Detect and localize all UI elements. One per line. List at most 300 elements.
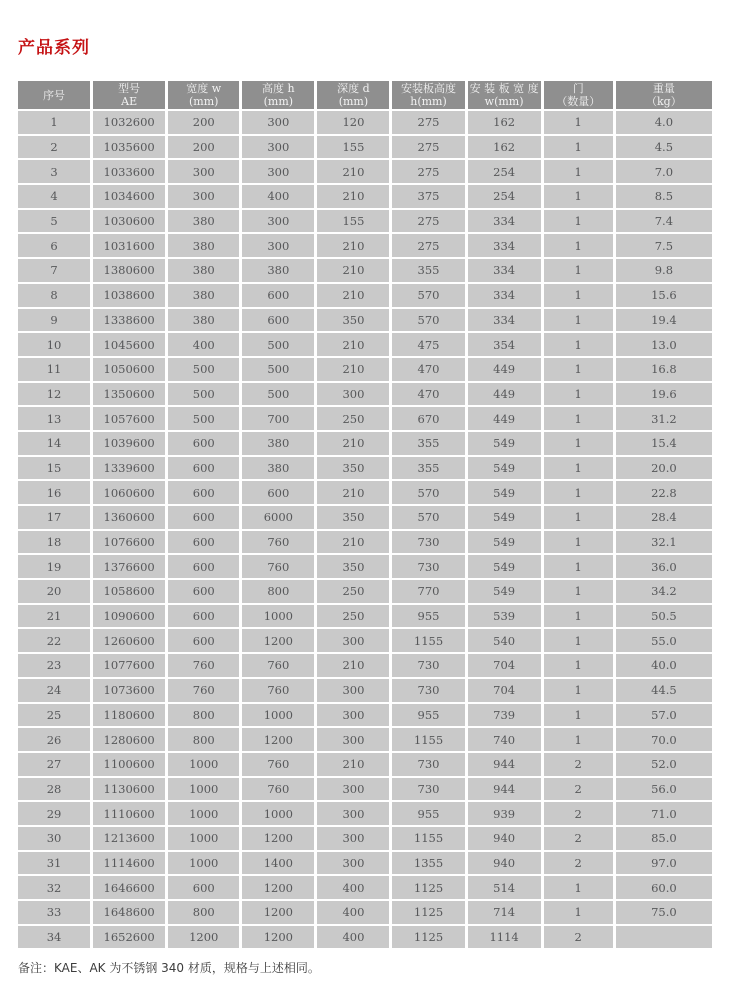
table-cell: 300 (317, 802, 389, 825)
table-cell: 1 (544, 876, 613, 899)
table-cell: 16 (18, 481, 90, 504)
table-cell: 15.6 (616, 284, 712, 307)
table-cell: 549 (468, 432, 541, 455)
table-cell: 1 (544, 234, 613, 257)
table-cell: 1155 (392, 728, 464, 751)
table-row (18, 555, 712, 578)
table-cell: 1057600 (93, 407, 165, 430)
table-cell: 1000 (242, 704, 314, 727)
table-cell: 300 (317, 852, 389, 875)
table-cell: 500 (242, 333, 314, 356)
table-cell: 1 (544, 654, 613, 677)
table-row (18, 629, 712, 652)
table-cell: 334 (468, 234, 541, 257)
table-cell: 600 (242, 481, 314, 504)
table-row (18, 160, 712, 183)
table-cell: 300 (242, 160, 314, 183)
table-cell: 730 (392, 778, 464, 801)
table-cell: 500 (168, 383, 239, 406)
table-cell: 7.4 (616, 210, 712, 233)
table-cell: 939 (468, 802, 541, 825)
table-cell: 600 (168, 629, 239, 652)
table-cell: 1 (544, 605, 613, 628)
table-cell: 155 (317, 136, 389, 159)
table-row (18, 481, 712, 504)
table-cell: 1125 (392, 926, 464, 949)
table-cell: 210 (317, 160, 389, 183)
table-cell: 120 (317, 111, 389, 134)
table-cell: 1280600 (93, 728, 165, 751)
table-cell: 1648600 (93, 901, 165, 924)
table-cell: 250 (317, 605, 389, 628)
table-cell: 275 (392, 234, 464, 257)
table-cell: 514 (468, 876, 541, 899)
table-cell: 350 (317, 457, 389, 480)
table-cell: 275 (392, 136, 464, 159)
column-header-height: 高度 h (mm) (242, 81, 314, 109)
table-cell: 400 (168, 333, 239, 356)
table-cell: 600 (168, 481, 239, 504)
table-cell: 27 (18, 753, 90, 776)
table-cell: 1050600 (93, 358, 165, 381)
table-cell: 1339600 (93, 457, 165, 480)
table-cell: 1355 (392, 852, 464, 875)
table-cell: 60.0 (616, 876, 712, 899)
table-cell: 1 (544, 309, 613, 332)
table-cell: 22 (18, 629, 90, 652)
table-cell: 15.4 (616, 432, 712, 455)
table-cell: 32.1 (616, 531, 712, 554)
table-cell: 1060600 (93, 481, 165, 504)
table-cell: 32 (18, 876, 90, 899)
table-cell: 600 (168, 605, 239, 628)
table-cell: 549 (468, 555, 541, 578)
table-cell: 1032600 (93, 111, 165, 134)
table-cell: 539 (468, 605, 541, 628)
table-cell: 1045600 (93, 333, 165, 356)
table-row (18, 432, 712, 455)
table-cell: 1030600 (93, 210, 165, 233)
table-cell: 1 (544, 728, 613, 751)
table-cell: 4 (18, 185, 90, 208)
table-cell: 380 (168, 284, 239, 307)
table-cell: 549 (468, 531, 541, 554)
table-cell: 210 (317, 234, 389, 257)
table-cell: 1 (544, 185, 613, 208)
table-cell: 740 (468, 728, 541, 751)
table-cell: 600 (168, 580, 239, 603)
table-row (18, 383, 712, 406)
table-cell: 600 (242, 309, 314, 332)
table-cell: 714 (468, 901, 541, 924)
table-cell: 1076600 (93, 531, 165, 554)
table-cell: 380 (168, 234, 239, 257)
table-cell: 1 (544, 210, 613, 233)
table-row (18, 531, 712, 554)
table-row (18, 333, 712, 356)
table-cell: 375 (392, 185, 464, 208)
table-header (18, 81, 712, 109)
table-cell: 1077600 (93, 654, 165, 677)
table-cell: 1 (544, 136, 613, 159)
table-cell: 380 (168, 210, 239, 233)
table-cell: 10 (18, 333, 90, 356)
table-cell: 200 (168, 111, 239, 134)
table-cell: 800 (242, 580, 314, 603)
table-cell: 704 (468, 654, 541, 677)
table-cell: 15 (18, 457, 90, 480)
table-cell: 162 (468, 111, 541, 134)
table-cell: 1 (544, 259, 613, 282)
table-cell: 955 (392, 704, 464, 727)
table-cell: 75.0 (616, 901, 712, 924)
table-cell: 570 (392, 284, 464, 307)
table-cell: 300 (242, 210, 314, 233)
table-cell: 275 (392, 210, 464, 233)
table-row (18, 506, 712, 529)
foot-note: 备注：KAE、AK 为不锈钢 340 材质，规格与上述相同。 (18, 961, 320, 976)
table-cell: 760 (242, 778, 314, 801)
table-cell: 300 (317, 728, 389, 751)
table-cell: 1338600 (93, 309, 165, 332)
table-cell: 380 (242, 259, 314, 282)
table-cell: 700 (242, 407, 314, 430)
table-cell: 34 (18, 926, 90, 949)
table-cell: 14 (18, 432, 90, 455)
table-cell: 97.0 (616, 852, 712, 875)
table-row (18, 580, 712, 603)
table-cell: 1 (544, 383, 613, 406)
table-cell: 300 (242, 234, 314, 257)
table-cell: 1200 (242, 926, 314, 949)
table-row (18, 778, 712, 801)
table-cell: 1110600 (93, 802, 165, 825)
table-cell: 944 (468, 778, 541, 801)
table-cell: 1180600 (93, 704, 165, 727)
table-cell: 955 (392, 605, 464, 628)
table-cell: 1 (544, 901, 613, 924)
table-cell: 600 (168, 457, 239, 480)
table-cell: 350 (317, 506, 389, 529)
table-cell: 20 (18, 580, 90, 603)
table-cell: 1 (544, 531, 613, 554)
table-cell: 334 (468, 259, 541, 282)
table-cell: 300 (242, 111, 314, 134)
table-cell: 400 (317, 901, 389, 924)
table-cell: 85.0 (616, 827, 712, 850)
table-cell: 2 (18, 136, 90, 159)
table-cell: 13.0 (616, 333, 712, 356)
table-cell: 470 (392, 383, 464, 406)
table-row (18, 926, 712, 949)
table-cell: 334 (468, 284, 541, 307)
table-cell: 300 (242, 136, 314, 159)
table-cell: 250 (317, 407, 389, 430)
column-header-mount-w: 安 装 板 宽 度 w(mm) (468, 81, 541, 109)
table-cell: 704 (468, 679, 541, 702)
table-cell: 1031600 (93, 234, 165, 257)
table-cell: 600 (242, 284, 314, 307)
table-row (18, 457, 712, 480)
table-cell: 1200 (242, 629, 314, 652)
table-row (18, 284, 712, 307)
table-cell: 1200 (242, 901, 314, 924)
table-cell: 800 (168, 901, 239, 924)
table-cell: 300 (317, 679, 389, 702)
table-cell: 1 (544, 555, 613, 578)
table-cell: 300 (168, 185, 239, 208)
table-cell: 600 (168, 432, 239, 455)
table-cell: 33 (18, 901, 90, 924)
table-cell: 28.4 (616, 506, 712, 529)
table-cell: 2 (544, 753, 613, 776)
table-cell: 1125 (392, 876, 464, 899)
table-row (18, 234, 712, 257)
table-cell: 1114 (468, 926, 541, 949)
table-cell: 760 (242, 555, 314, 578)
table-cell: 449 (468, 383, 541, 406)
table-cell: 449 (468, 358, 541, 381)
table-cell: 449 (468, 407, 541, 430)
table-cell: 50.5 (616, 605, 712, 628)
table-cell: 6000 (242, 506, 314, 529)
table-cell: 1260600 (93, 629, 165, 652)
table-cell: 1646600 (93, 876, 165, 899)
table-cell: 1000 (168, 778, 239, 801)
table-cell: 670 (392, 407, 464, 430)
table-cell: 549 (468, 481, 541, 504)
table-cell: 31.2 (616, 407, 712, 430)
column-header-mount-h: 安装板高度 h(mm) (392, 81, 464, 109)
table-cell: 52.0 (616, 753, 712, 776)
table-cell: 1 (544, 160, 613, 183)
table-cell: 20.0 (616, 457, 712, 480)
table-cell: 36.0 (616, 555, 712, 578)
table-cell: 400 (317, 926, 389, 949)
table-cell: 1155 (392, 827, 464, 850)
table-cell: 1376600 (93, 555, 165, 578)
table-cell: 210 (317, 531, 389, 554)
table-cell: 355 (392, 457, 464, 480)
table-cell: 400 (317, 876, 389, 899)
product-spec-table (15, 79, 715, 950)
table-cell: 300 (317, 778, 389, 801)
table-cell: 40.0 (616, 654, 712, 677)
table-cell: 500 (168, 358, 239, 381)
table-cell: 600 (168, 506, 239, 529)
table-cell: 210 (317, 333, 389, 356)
table-cell: 3 (18, 160, 90, 183)
table-cell: 1200 (242, 728, 314, 751)
table-cell: 28 (18, 778, 90, 801)
table-cell: 730 (392, 654, 464, 677)
table-cell: 380 (242, 457, 314, 480)
table-cell: 7 (18, 259, 90, 282)
table-cell: 500 (168, 407, 239, 430)
table-cell: 549 (468, 580, 541, 603)
table-cell: 1038600 (93, 284, 165, 307)
table-cell: 1 (544, 333, 613, 356)
table-cell: 400 (242, 185, 314, 208)
table-cell: 8 (18, 284, 90, 307)
table-cell: 210 (317, 481, 389, 504)
table-cell: 549 (468, 506, 541, 529)
table-cell: 1 (544, 704, 613, 727)
table-row (18, 210, 712, 233)
table-cell: 210 (317, 654, 389, 677)
table-cell: 955 (392, 802, 464, 825)
table-cell: 600 (168, 531, 239, 554)
table-cell: 300 (317, 704, 389, 727)
table-cell: 1130600 (93, 778, 165, 801)
table-cell: 1 (544, 284, 613, 307)
table-cell: 56.0 (616, 778, 712, 801)
table-cell: 2 (544, 852, 613, 875)
table-cell: 1090600 (93, 605, 165, 628)
table-cell: 1 (544, 407, 613, 430)
table-row (18, 407, 712, 430)
table-cell: 30 (18, 827, 90, 850)
table-cell: 1213600 (93, 827, 165, 850)
table-cell: 350 (317, 555, 389, 578)
table-row (18, 111, 712, 134)
table-cell: 1652600 (93, 926, 165, 949)
table-cell: 730 (392, 679, 464, 702)
table-row (18, 827, 712, 850)
table-row (18, 753, 712, 776)
table-cell: 2 (544, 827, 613, 850)
table-cell: 1380600 (93, 259, 165, 282)
table-cell: 600 (168, 876, 239, 899)
table-cell: 155 (317, 210, 389, 233)
table-cell: 250 (317, 580, 389, 603)
table-cell: 13 (18, 407, 90, 430)
table-cell: 1058600 (93, 580, 165, 603)
table-cell: 600 (168, 555, 239, 578)
page-title: 产品系列 (18, 38, 90, 58)
table-cell: 200 (168, 136, 239, 159)
table-cell: 940 (468, 852, 541, 875)
table-row (18, 259, 712, 282)
table-cell: 730 (392, 555, 464, 578)
table-cell: 44.5 (616, 679, 712, 702)
table-cell: 6 (18, 234, 90, 257)
table-cell: 1 (18, 111, 90, 134)
column-header-index: 序号 (18, 81, 90, 109)
table-cell: 1155 (392, 629, 464, 652)
table-cell: 2 (544, 802, 613, 825)
column-header-model: 型号 AE (93, 81, 165, 109)
table-cell: 9 (18, 309, 90, 332)
table-cell: 540 (468, 629, 541, 652)
table-cell: 17 (18, 506, 90, 529)
table-cell: 1000 (168, 753, 239, 776)
table-row (18, 901, 712, 924)
table-row (18, 802, 712, 825)
table-cell: 9.8 (616, 259, 712, 282)
table-cell: 1 (544, 481, 613, 504)
table-cell: 1035600 (93, 136, 165, 159)
table-row (18, 136, 712, 159)
table-cell: 1100600 (93, 753, 165, 776)
table-row (18, 876, 712, 899)
table-cell: 800 (168, 728, 239, 751)
table-cell: 1000 (168, 852, 239, 875)
table-cell: 26 (18, 728, 90, 751)
table-cell: 470 (392, 358, 464, 381)
table-cell: 500 (242, 383, 314, 406)
column-header-weight: 重量 （kg） (616, 81, 712, 109)
table-cell: 71.0 (616, 802, 712, 825)
table-cell: 19.6 (616, 383, 712, 406)
table-cell: 34.2 (616, 580, 712, 603)
table-cell: 11 (18, 358, 90, 381)
table-cell: 1 (544, 457, 613, 480)
table-cell: 16.8 (616, 358, 712, 381)
table-cell: 760 (168, 654, 239, 677)
table-cell: 355 (392, 432, 464, 455)
table-cell: 1 (544, 580, 613, 603)
column-header-door: 门 （数量） (544, 81, 613, 109)
table-cell: 1400 (242, 852, 314, 875)
table-cell: 380 (168, 309, 239, 332)
table-cell: 570 (392, 481, 464, 504)
table-cell: 334 (468, 309, 541, 332)
table-cell: 1000 (168, 802, 239, 825)
table-cell: 210 (317, 284, 389, 307)
table-cell: 1360600 (93, 506, 165, 529)
table-cell: 475 (392, 333, 464, 356)
table-cell: 1000 (242, 605, 314, 628)
table-cell: 210 (317, 753, 389, 776)
table-cell: 7.0 (616, 160, 712, 183)
table-row (18, 679, 712, 702)
table-cell: 275 (392, 111, 464, 134)
table-cell: 1034600 (93, 185, 165, 208)
table-cell: 210 (317, 185, 389, 208)
table-cell: 210 (317, 432, 389, 455)
table-row (18, 704, 712, 727)
table-cell: 19.4 (616, 309, 712, 332)
table-cell: 210 (317, 358, 389, 381)
table-row (18, 852, 712, 875)
table-cell: 8.5 (616, 185, 712, 208)
table-cell: 12 (18, 383, 90, 406)
table-cell: 1 (544, 629, 613, 652)
table-cell: 944 (468, 753, 541, 776)
table-row (18, 358, 712, 381)
table-cell: 300 (317, 383, 389, 406)
table-cell: 570 (392, 309, 464, 332)
table-cell: 162 (468, 136, 541, 159)
table-cell: 354 (468, 333, 541, 356)
table-cell: 1073600 (93, 679, 165, 702)
table-cell: 549 (468, 457, 541, 480)
table-cell: 1200 (242, 827, 314, 850)
table-cell: 210 (317, 259, 389, 282)
table-cell: 760 (242, 679, 314, 702)
table-cell: 254 (468, 185, 541, 208)
table-cell: 4.0 (616, 111, 712, 134)
table-cell: 334 (468, 210, 541, 233)
table-cell: 355 (392, 259, 464, 282)
table-cell: 1114600 (93, 852, 165, 875)
table-cell: 1 (544, 432, 613, 455)
table-cell: 1000 (242, 802, 314, 825)
column-header-width: 宽度 w (mm) (168, 81, 239, 109)
table-cell: 1 (544, 679, 613, 702)
table-cell: 380 (168, 259, 239, 282)
